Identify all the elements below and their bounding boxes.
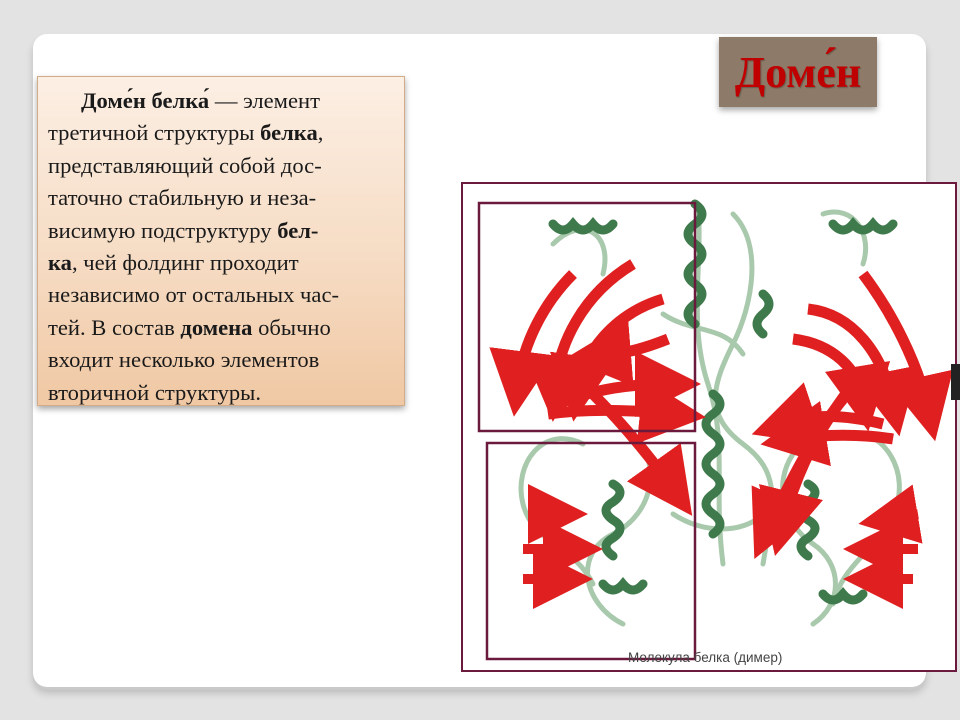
bold-term: белка <box>260 120 318 146</box>
bold-term: бел- <box>277 217 319 243</box>
definition-line <box>48 117 394 149</box>
definition-line <box>48 344 394 376</box>
definition-fragment: третичной структуры <box>48 120 261 146</box>
definition-fragment: , чей фолдинг проходит <box>71 250 299 276</box>
definition-fragment: висимую подструктуру <box>48 217 278 243</box>
beta-strands-left <box>518 264 673 489</box>
definition-fragment: вторичной структуры. <box>48 379 262 405</box>
definition-line <box>48 279 394 311</box>
protein-figure <box>461 182 957 672</box>
beta-strands-right <box>768 274 928 529</box>
definition-line <box>48 377 394 409</box>
slide-title: Доме́н <box>734 47 862 97</box>
definition-line <box>48 247 394 279</box>
definition-text <box>48 85 394 409</box>
bold-term: домена <box>180 314 253 340</box>
edge-artifact <box>951 364 960 400</box>
definition-fragment: независимо от остальных час- <box>48 282 339 308</box>
definition-fragment: обычно <box>252 314 331 340</box>
definition-fragment: , <box>317 120 324 146</box>
definition-fragment: таточно стабильную и неза- <box>48 185 317 211</box>
definition-fragment: представляющий собой дос- <box>48 152 322 178</box>
definition-line <box>48 312 394 344</box>
figure-caption: Молекула белка (димер) <box>628 650 783 665</box>
definition-line <box>48 85 394 117</box>
definition-line <box>48 215 394 247</box>
title-banner <box>719 37 877 107</box>
definition-fragment: тей. В состав <box>48 314 181 340</box>
bold-term: ка <box>48 250 72 276</box>
definition-line <box>48 182 394 214</box>
definition-fragment: — элемент <box>209 88 320 113</box>
protein-dimer-illustration <box>463 184 955 670</box>
definition-box <box>37 76 405 406</box>
bold-term: Доме́н белка́ <box>81 88 210 113</box>
definition-line <box>48 150 394 182</box>
definition-fragment: входит несколько элементов <box>48 347 320 373</box>
